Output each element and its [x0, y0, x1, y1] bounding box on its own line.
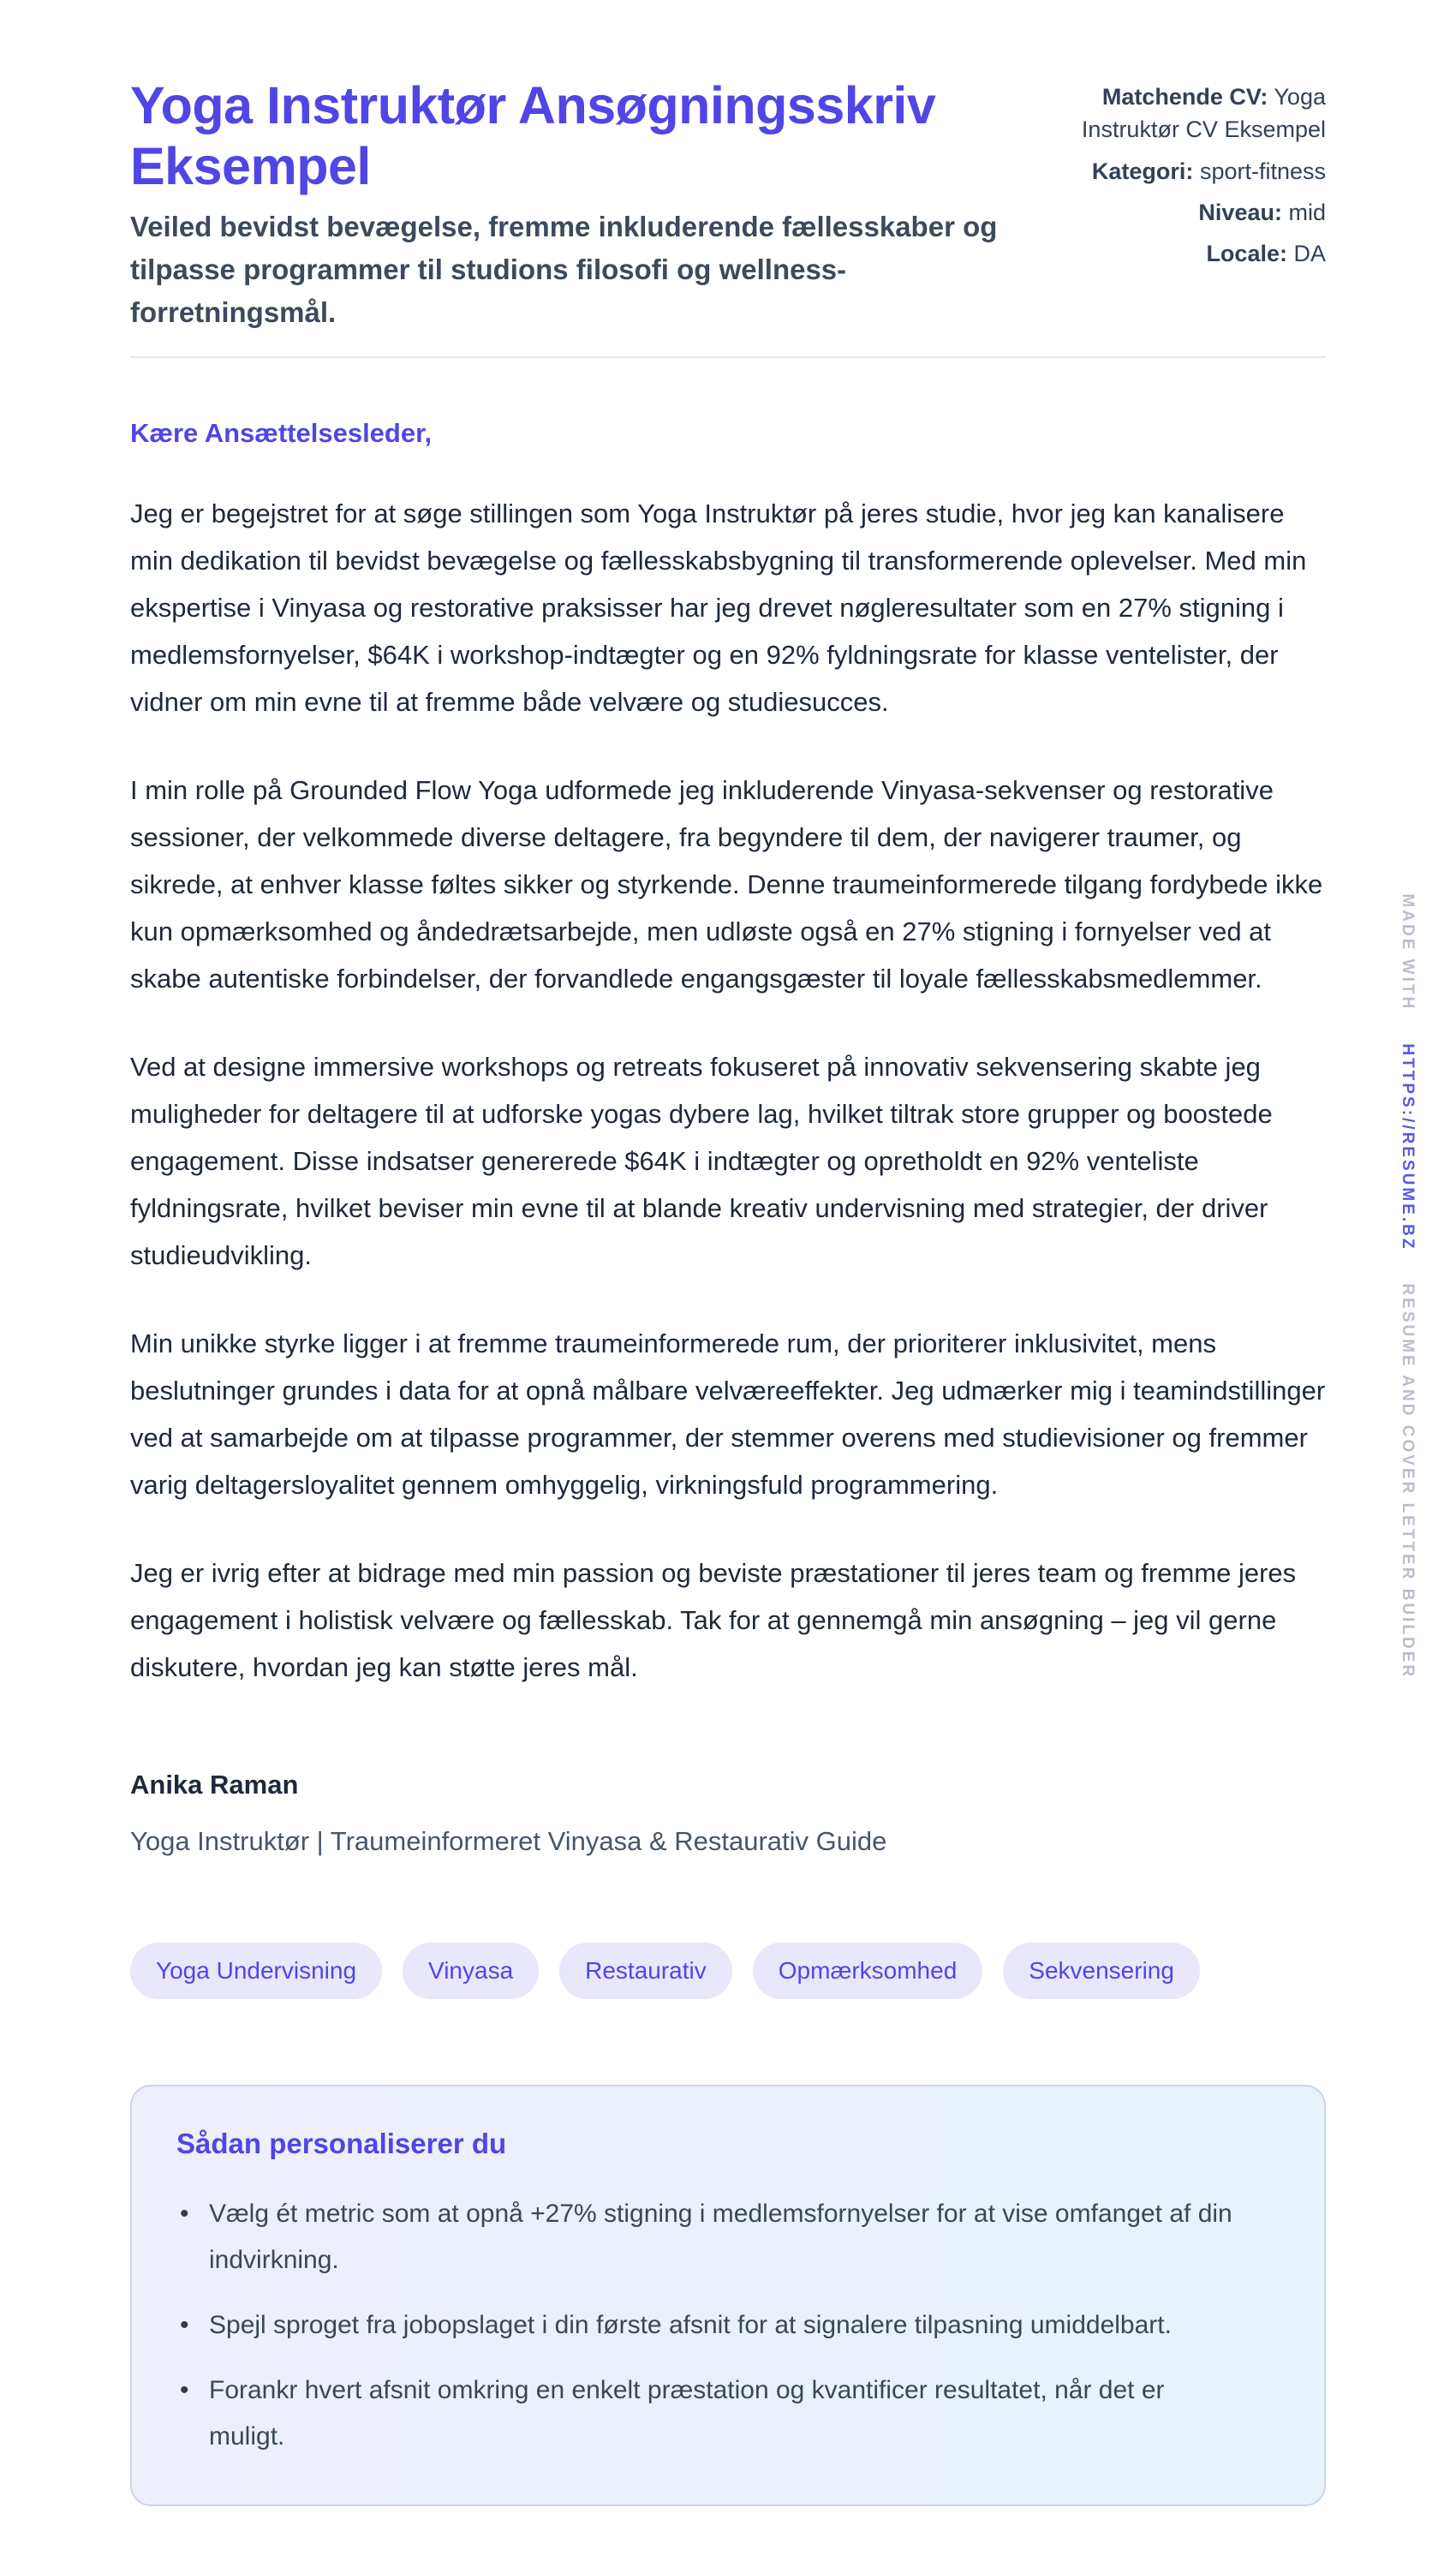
letter-paragraph: Ved at designe immersive workshops og retreats fokuseret på innovativ sekvensering skabte jeg muligheder for deltagere til at udforske yogas dybere lag, hvilket tiltrak store grupper og boostede engagement. Disse indsatser genererede $64K i indtægter og opretholdt en 92% venteliste fyldningsrate, hvilket beviser min evne til at blande kreativ undervisning med strategier, der driver studieudvikling.	[130, 1051, 1273, 1270]
letter-greeting: Kære Ansættelsesleder,	[130, 417, 433, 448]
tag-sekvensering[interactable]: Sekvensering	[1003, 1943, 1200, 1999]
header	[130, 75, 1326, 334]
meta-row-locale	[1069, 237, 1326, 270]
letter-paragraph: Min unikke styrke ligger i at fremme traumeinformerede rum, der prioriterer inklusivitet, mens beslutninger grundes i data for at opnå målbare velværeeffekter. Jeg udmærker mig i teamindstillinger ved at samarbejde om at tilpasse programmer, der stemmer overens med studievisioner og fremmer varig deltagersloyalitet gennem omhyggelig, virkningsfuld programmering.	[130, 1328, 1326, 1500]
meta-value: Yoga Instruktør CV Eksempel	[1081, 84, 1326, 143]
meta-label: Niveau:	[1198, 199, 1282, 225]
tips-list	[176, 2191, 1280, 2460]
header-title-block	[130, 75, 1038, 334]
watermark-tagline: RESUME AND COVER LETTER BUILDER	[1399, 1283, 1417, 1680]
meta-label: Matchende CV:	[1101, 84, 1268, 110]
header-meta	[1069, 81, 1326, 279]
signature-name: Anika Raman	[130, 1769, 299, 1800]
personalization-tips-box	[130, 2085, 1326, 2506]
page-title: Yoga Instruktør Ansøgningsskriv Eksempel	[130, 76, 936, 195]
meta-value: mid	[1288, 199, 1326, 225]
side-watermark	[1398, 893, 1417, 1679]
page-subtitle: Veiled bevidst bevægelse, fremme inkluderende fællesskaber og tilpasse programmer til studions filosofi og wellness-forretningsmål.	[130, 210, 998, 328]
tag-restaurativ[interactable]: Restaurativ	[559, 1943, 732, 1999]
letter-paragraph: Jeg er begejstret for at søge stillingen som Yoga Instruktør på jeres studie, hvor jeg kan kanalisere min dedikation til bevidst bevægelse og fællesskabsbygning til transformerende oplevelser. Med min ekspertise i Vinyasa og restorative praksisser har jeg drevet nøgleresultater som en 27% stigning i medlemsfornyelser, $64K i workshop-indtægter og en 92% fyldningsrate for klasse ventelister, der vidner om min evne til at fremme både velvære og studiesucces.	[130, 498, 1307, 717]
watermark-resume-bz-link[interactable]: HTTPS://RESUME.BZ	[1399, 1043, 1417, 1251]
meta-label: Kategori:	[1091, 158, 1194, 184]
letter-paragraph: Jeg er ivrig efter at bidrage med min passion og beviste præstationer til jeres team og fremme jeres engagement i holistisk velvære og fællesskab. Tak for at gennemgå min ansøgning – jeg vil gerne diskutere, hvordan jeg kan støtte jeres mål.	[130, 1557, 1297, 1682]
tip-item: • Vælg ét metric som at opnå +27% stigning i medlemsfornyelser for at vise omfanget af din indvirkning.	[176, 2191, 1247, 2283]
meta-value: DA	[1293, 241, 1326, 267]
tag-yoga-undervisning[interactable]: Yoga Undervisning	[130, 1943, 382, 1999]
tag-opmaerksomhed[interactable]: Opmærksomhed	[753, 1943, 983, 1999]
tag-list	[130, 1943, 1326, 1999]
meta-row-category	[1069, 155, 1326, 188]
meta-label: Locale:	[1206, 241, 1287, 267]
meta-row-level	[1069, 196, 1326, 229]
tag-vinyasa[interactable]: Vinyasa	[403, 1943, 539, 1999]
letter-paragraph: I min rolle på Grounded Flow Yoga udformede jeg inkluderende Vinyasa-sekvenser og restorative sessioner, der velkommede diverse deltagere, fra begyndere til dem, der navigerer traumer, og sikrede, at enhver klasse føltes sikker og styrkende. Denne traumeinformerede tilgang fordybede ikke kun opmærksomhed og åndedrætsarbejde, men udløste også en 27% stigning i fornyelser ved at skabe autentiske forbindelser, der forvandlede engangsgæster til loyale fællesskabsmedlemmer.	[130, 774, 1323, 994]
tip-item: • Spejl sproget fra jobopslaget i din første afsnit for at signalere tilpasning umiddelbart.	[176, 2302, 1247, 2349]
meta-value: sport-fitness	[1199, 158, 1326, 184]
tip-item: • Forankr hvert afsnit omkring en enkelt præstation og kvantificer resultatet, når det er muligt.	[176, 2367, 1247, 2460]
header-divider	[130, 356, 1326, 358]
watermark-made-with: MADE WITH	[1399, 893, 1417, 1012]
tips-title: Sådan personaliserer du	[176, 2127, 507, 2159]
meta-row-matching-cv	[1069, 81, 1326, 146]
signature-role: Yoga Instruktør | Traumeinformeret Vinyasa & Restaurativ Guide	[130, 1825, 887, 1856]
